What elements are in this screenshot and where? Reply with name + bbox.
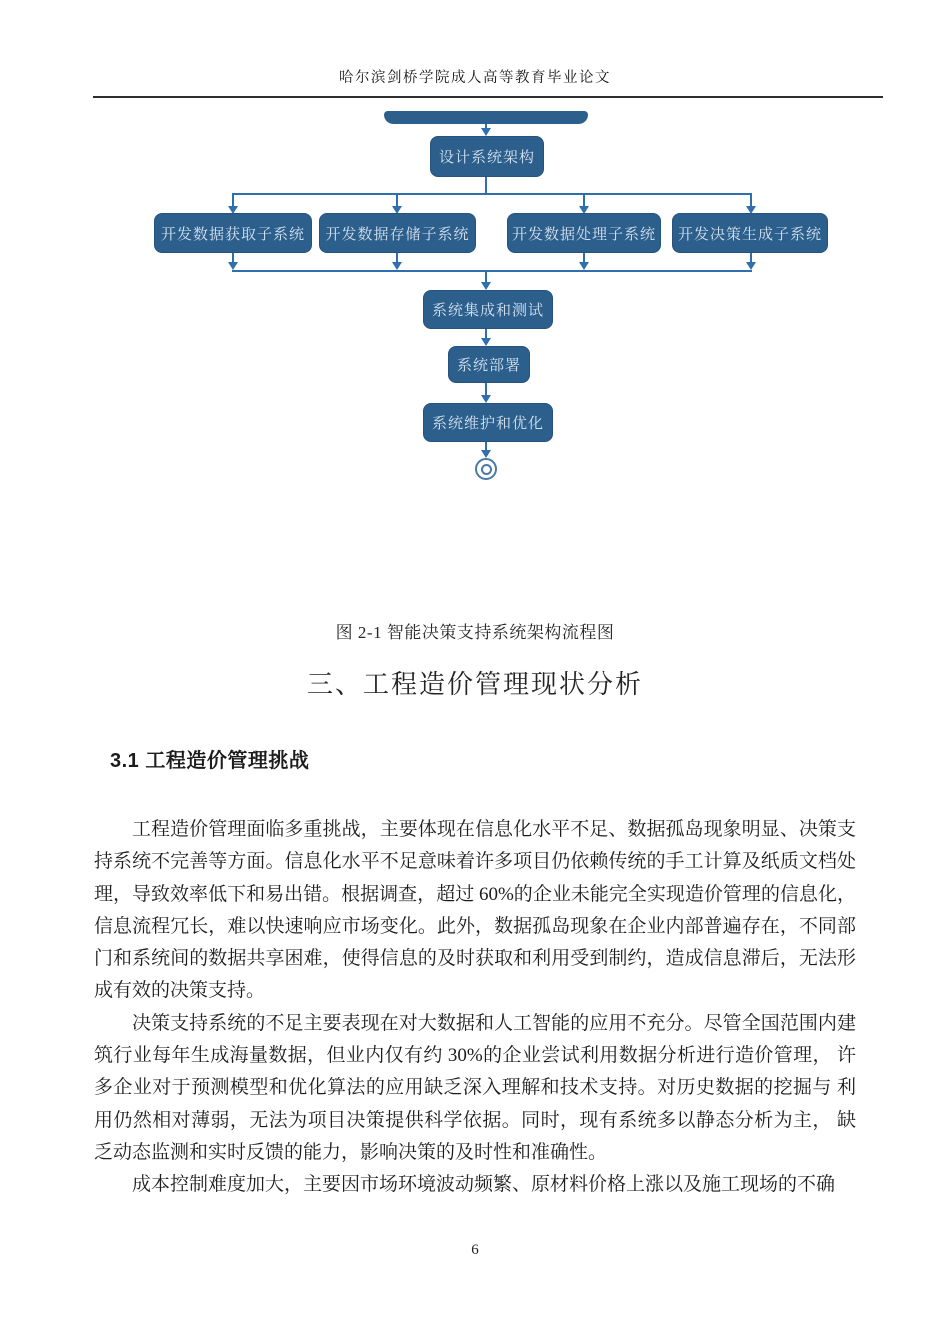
arrow-down-icon xyxy=(481,282,491,290)
arrow-down-icon xyxy=(481,395,491,403)
page-number: 6 xyxy=(471,1242,479,1258)
flow-end-state-icon xyxy=(475,458,497,480)
connector-line xyxy=(750,195,752,206)
flowchart-figure xyxy=(0,0,950,500)
figure-caption: 图 2-1 智能决策支持系统架构流程图 xyxy=(335,623,615,642)
flow-node-design-architecture xyxy=(430,136,544,177)
flow-node-label: 开发数据获取子系统 xyxy=(160,225,305,243)
flow-node-decision-generation xyxy=(672,213,828,253)
flow-node-label: 系统维护和优化 xyxy=(431,415,544,432)
connector-line xyxy=(485,177,487,194)
chapter-title: 三、工程造价管理现状分析 xyxy=(306,670,643,699)
connector-line xyxy=(485,442,487,450)
connector-line xyxy=(485,329,487,338)
arrow-down-icon xyxy=(392,262,402,270)
flow-node-maintenance-optimization xyxy=(423,403,553,442)
arrow-down-icon xyxy=(481,338,491,346)
paragraph: 成本控制难度加大，主要因市场环境波动频繁、原材料价格上涨以及施工现场的不确 xyxy=(132,1174,836,1196)
flow-node-label: 开发决策生成子系统 xyxy=(677,225,822,243)
body-text xyxy=(94,814,856,1202)
connector-rail-top xyxy=(232,193,752,195)
flow-node-deployment xyxy=(448,346,530,383)
arrow-down-icon xyxy=(481,128,491,136)
flow-node-label: 开发数据处理子系统 xyxy=(511,225,656,243)
paragraph: 决策支持系统的不足主要表现在对大数据和人工智能的应用不充分。尽管全国范围内建筑行业每年生成海量数据，但业内仅有约 30%的企业尝试利用数据分析进行造价管理， 许多企业对于预测模型和优化算法的应用缺乏深入理解和技术支持。对历史数据的挖掘与 利用仍然相对薄弱，无法为项目决策提供科学依据。同时，现有系统多以静态分析为主， 缺乏动态监测和实时反馈的能力，影响决策的及时性和准确性。 xyxy=(94,1012,856,1163)
flow-node-data-acquisition xyxy=(154,213,312,253)
arrow-down-icon xyxy=(746,262,756,270)
flow-end-state-inner-ring xyxy=(481,464,492,475)
flow-start-bar xyxy=(384,111,588,124)
flow-node-integration-testing xyxy=(423,290,553,329)
connector-line xyxy=(583,195,585,206)
flow-node-label: 系统部署 xyxy=(456,357,521,374)
arrow-down-icon xyxy=(481,450,491,458)
flow-node-label: 系统集成和测试 xyxy=(431,302,544,319)
connector-line xyxy=(485,272,487,282)
flow-node-data-storage xyxy=(319,213,476,253)
flow-node-label: 开发数据存储子系统 xyxy=(325,225,470,243)
section-title: 3.1 工程造价管理挑战 xyxy=(110,750,310,772)
connector-line xyxy=(232,195,234,206)
arrow-down-icon xyxy=(228,262,238,270)
paragraph: 工程造价管理面临多重挑战，主要体现在信息化水平不足、数据孤岛现象明显、决策支持系统不完善等方面。信息化水平不足意味着许多项目仍依赖传统的手工计算及纸质文档处理，导致效率低下和易出错。根据调查，超过 60%的企业未能完全实现造价管理的信息化，信息流程冗长，难以快速响应市场变化。此外，数据孤岛现象在企业内部普遍存在，不同部门和系统间的数据共享困难，使得信息的及时获取和利用受到制约，造成信息滞后，无法形成有效的决策支持。 xyxy=(94,819,856,1002)
connector-rail-bottom xyxy=(232,270,752,272)
connector-line xyxy=(396,195,398,206)
flow-node-data-processing xyxy=(507,213,661,253)
connector-line xyxy=(485,383,487,395)
arrow-down-icon xyxy=(579,262,589,270)
running-header: 哈尔滨剑桥学院成人高等教育毕业论文 xyxy=(339,70,611,86)
flow-node-label: 设计系统架构 xyxy=(438,149,535,166)
